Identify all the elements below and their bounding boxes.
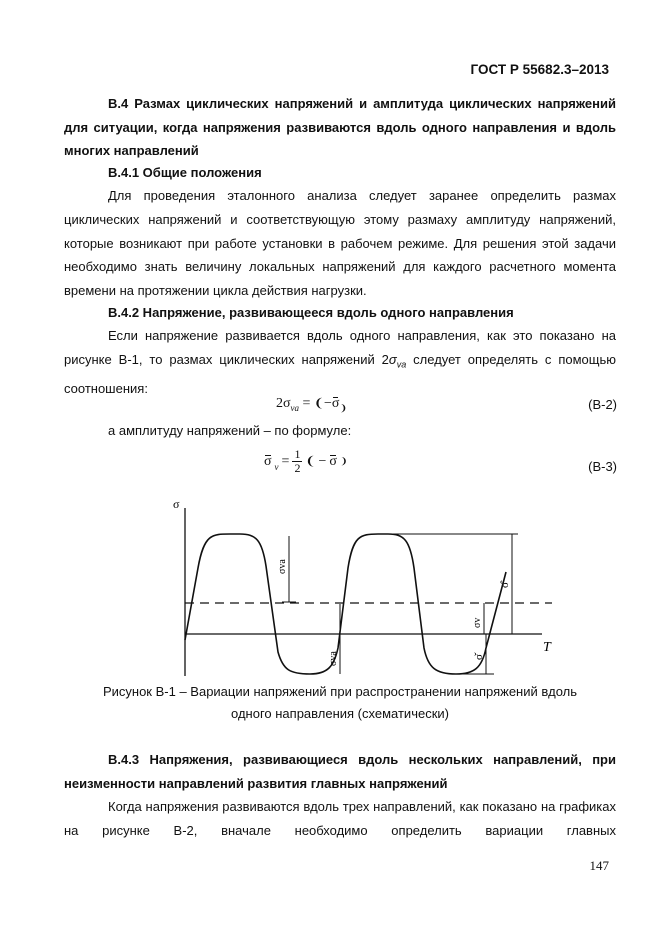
label-sigma-check: σ̌ (473, 654, 485, 660)
formula-b3-minus: − (318, 453, 327, 469)
fraction-numerator: 1 (294, 447, 301, 461)
formula-b2-equals: = (302, 396, 311, 411)
section-b43-text: Когда напряжения развиваются вдоль трех направлений, как показано на графиках на рисунке В-2, вначале необходимо определить вариации главных (64, 799, 616, 838)
section-b43-title: В.4.3 Напряжения, развивающиеся вдоль нескольких направлений, при неизменности направлений развития главных напряжений (64, 752, 616, 791)
document-header: ГОСТ Р 55682.3–2013 (470, 62, 609, 77)
formula-b3 (264, 448, 348, 475)
figure-caption-line1: Рисунок В-1 – Вариации напряжений при распространении напряжений вдоль (102, 684, 578, 699)
label-sigma-v: σv (472, 617, 483, 628)
figure-caption-line2: одного направления (схематически) (231, 706, 449, 721)
formula-b3-close: ❩ (339, 456, 348, 466)
equation-number-b3: (В-3) (588, 459, 617, 474)
section-b42-text-after: следует определять с помощью соотношения: (64, 351, 616, 397)
label-sigma-hat: σ̂ (499, 582, 511, 588)
formula-b2-lhs: 2σ (276, 396, 291, 411)
section-b42-text (64, 324, 616, 401)
formula-b2-lhs-sub: va (290, 402, 300, 413)
fraction-denominator: 2 (294, 461, 301, 475)
label-sigma-va-upper: σva (277, 559, 288, 574)
formula-b2 (276, 396, 347, 414)
formula-b2-minus: − (324, 396, 332, 411)
formula-b2-sigma: σ (331, 396, 340, 411)
stress-variation-figure (160, 488, 560, 683)
page-number: 147 (589, 858, 609, 873)
section-b4-title: В.4 Размах циклических напряжений и амплитуда циклических напряжений для ситуации, когда напряжения развиваются вдоль одного направления и вдоль многих направлений (64, 96, 616, 158)
stress-wave-curve (185, 534, 506, 674)
section-b42-title: В.4.2 Напряжение, развивающееся вдоль одного направления (108, 305, 514, 320)
formula-b3-fraction (292, 448, 302, 475)
x-axis-label: T (543, 640, 551, 655)
section-b41-title: В.4.1 Общие положения (108, 165, 262, 180)
label-sigma-va-lower: σva (328, 651, 339, 666)
formula-b3-bracket: ❨ (305, 454, 316, 468)
sigma-subscript: va (396, 359, 407, 370)
sigma-symbol: σ (388, 351, 397, 367)
formula-b2-close: ❩ (339, 402, 348, 413)
formula-b3-equals: = (281, 453, 290, 469)
section-b42-text-before: Если напряжение развивается вдоль одного направления, как это показано на рисунке В-1, то размах циклических напряжений 2 (64, 328, 616, 367)
formula-intro-text: а амплитуду напряжений – по формуле: (108, 423, 352, 438)
section-b41-text: Для проведения эталонного анализа следует заранее определить размах циклических напряжений и соответствующую этому размаху амплитуду напряжений, которые возникают при работе установки в рабочем режиме. Для решения этой задачи необходимо знать величину локальных напряжений для каждого расчетного момента времени на протяжении цикла действия нагрузки. (64, 188, 616, 299)
formula-b3-sub: v (274, 461, 279, 472)
y-axis-label: σ (173, 497, 180, 511)
formula-b3-sigma2: σ (329, 453, 337, 469)
formula-b3-sigma: σ (264, 453, 272, 469)
formula-b2-bracket: ❨ (313, 396, 325, 410)
equation-number-b2: (В-2) (588, 397, 617, 412)
